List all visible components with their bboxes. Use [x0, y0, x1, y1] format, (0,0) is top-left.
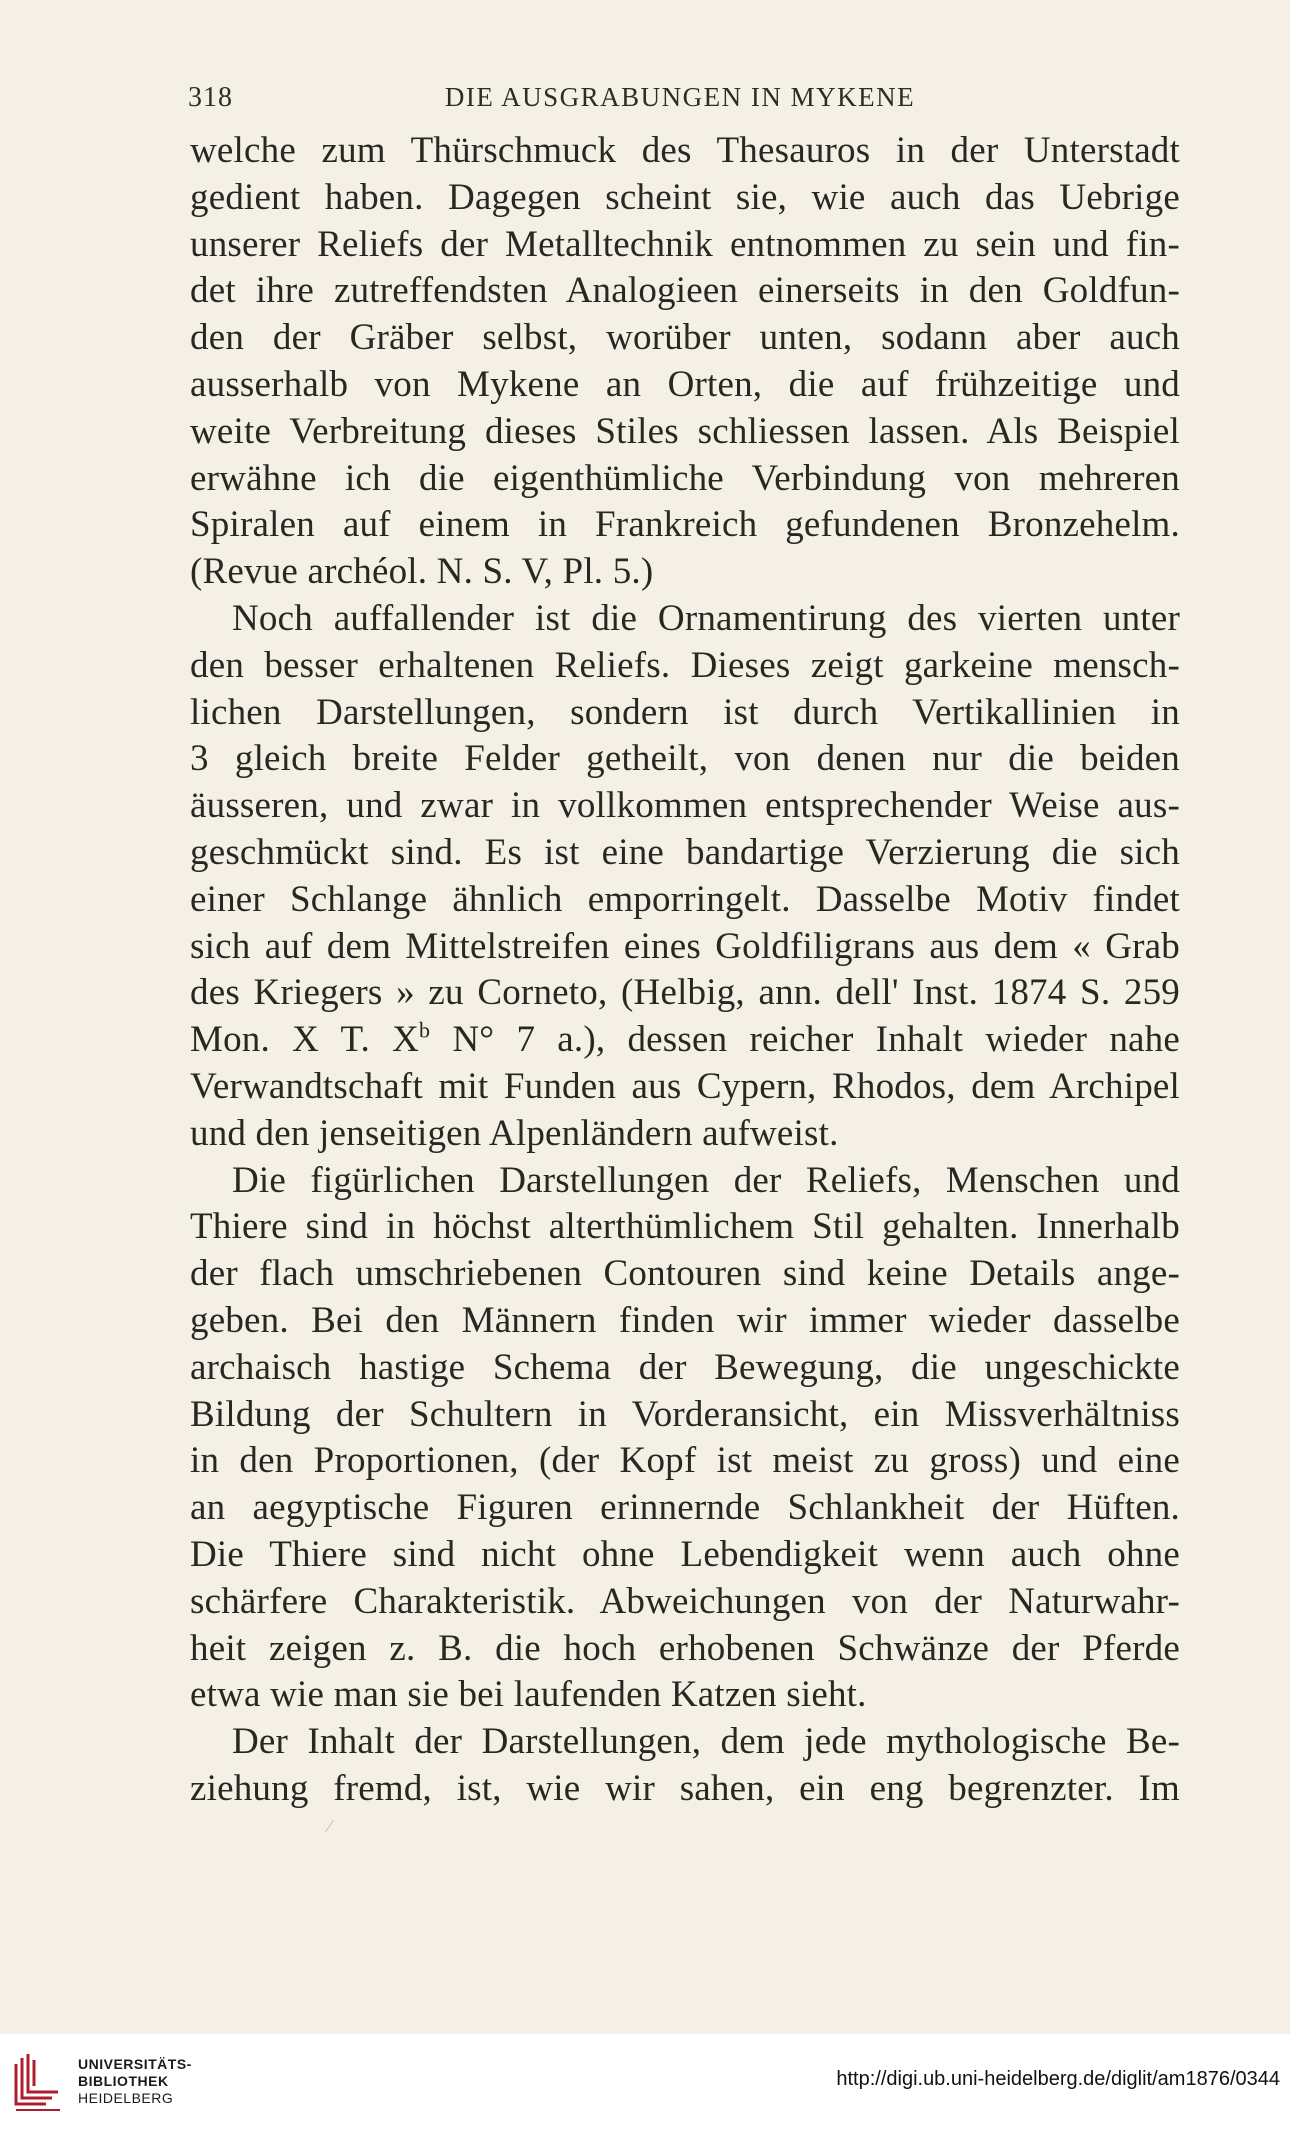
text-line: archaisch hastige Schema der Bewegung, die ungeschickte [190, 1346, 1180, 1388]
text-line: etwa wie man sie bei laufenden Katzen sieht. [190, 1674, 867, 1716]
text-line: welche zum Thürschmuck des Thesauros in der Unterstadt [190, 130, 1180, 171]
text-line: 3 gleich breite Felder getheilt, von denen nur die beiden [190, 738, 1180, 780]
text-line: ausserhalb von Mykene an Orten, die auf frühzeitige und [190, 363, 1180, 405]
text-line: den besser erhaltenen Reliefs. Dieses zeigt garkeine mensch- [190, 644, 1180, 686]
running-head [180, 82, 1180, 122]
text-line: weite Verbreitung dieses Stiles schliessen lassen. Als Beispiel [190, 410, 1180, 452]
text-line: Die Thiere sind nicht ohne Lebendigkeit wenn auch ohne [190, 1533, 1180, 1575]
library-name-line3: HEIDELBERG [78, 2090, 174, 2106]
text-line: Spiralen auf einem in Frankreich gefundenen Bronzehelm. [190, 504, 1180, 546]
text-line-part: Mon. X T. X [190, 1019, 420, 1061]
text-line-part: N° 7 a.), dessen reicher Inhalt wieder nahe [430, 1019, 1180, 1061]
library-name-line1: UNIVERSITÄTS- [78, 2056, 192, 2072]
superscript: b [419, 1017, 431, 1043]
text-line: heit zeigen z. B. die hoch erhobenen Schwänze der Pferde [190, 1627, 1180, 1669]
text-line: det ihre zutreffendsten Analogieen einerseits in den Goldfun- [190, 270, 1180, 312]
body-text [190, 128, 1180, 1813]
text-line: lichen Darstellungen, sondern ist durch Vertikallinien in [190, 691, 1180, 733]
library-name-line2: BIBLIOTHEK [78, 2073, 169, 2089]
text-line: ziehung fremd, ist, wie wir sahen, ein eng begrenzter. Im [190, 1767, 1180, 1809]
text-line: Der Inhalt der Darstellungen, dem jede mythologische Be- [232, 1721, 1180, 1763]
text-line: Bildung der Schultern in Vorderansicht, ein Missverhältniss [190, 1393, 1180, 1435]
text-line: Die figürlichen Darstellungen der Reliefs, Menschen und [232, 1159, 1180, 1201]
text-line: in den Proportionen, (der Kopf ist meist zu gross) und eine [190, 1440, 1180, 1482]
text-line: der flach umschriebenen Contouren sind keine Details ange- [190, 1253, 1180, 1295]
text-line: geschmückt sind. Es ist eine bandartige Verzierung die sich [190, 831, 1180, 873]
text-line: geben. Bei den Männern finden wir immer wieder dasselbe [190, 1299, 1180, 1341]
text-line: und den jenseitigen Alpenländern aufweist. [190, 1112, 839, 1154]
text-line: erwähne ich die eigenthümliche Verbindung von mehreren [190, 457, 1180, 499]
text-line: einer Schlange ähnlich emporringelt. Dasselbe Motiv findet [190, 878, 1180, 920]
viewer-footer [0, 2034, 1290, 2134]
text-line: äusseren, und zwar in vollkommen entsprechender Weise aus- [190, 785, 1180, 827]
text-line: an aegyptische Figuren erinnernde Schlankheit der Hüften. [190, 1487, 1180, 1529]
text-line: (Revue archéol. N. S. V, Pl. 5.) [190, 551, 654, 593]
text-line: den der Gräber selbst, worüber unten, sodann aber auch [190, 317, 1180, 359]
footer-url-link[interactable]: http://digi.ub.uni-heidelberg.de/diglit/am1876/0344 [836, 2068, 1280, 2090]
running-title: DIE AUSGRABUNGEN IN MYKENE [444, 82, 916, 112]
text-line: Verwandtschaft mit Funden aus Cypern, Rhodos, dem Archipel [190, 1065, 1180, 1107]
text-line: des Kriegers » zu Corneto, (Helbig, ann. dell' Inst. 1874 S. 259 [190, 972, 1180, 1014]
text-line: gedient haben. Dagegen scheint sie, wie auch das Uebrige [190, 176, 1180, 218]
text-line: schärfere Charakteristik. Abweichungen von der Naturwahr- [190, 1580, 1180, 1622]
page-number: 318 [188, 82, 233, 113]
pencil-mark [325, 1820, 342, 1838]
text-line [190, 1017, 1180, 1064]
text-line: Noch auffallender ist die Ornamentirung des vierten unter [232, 597, 1180, 639]
text-line: sich auf dem Mittelstreifen eines Goldfiligrans aus dem « Grab [190, 925, 1180, 967]
ub-heidelberg-logo-icon[interactable] [12, 2052, 64, 2114]
text-line: unserer Reliefs der Metalltechnik entnommen zu sein und fin- [190, 223, 1180, 265]
text-line: Thiere sind in höchst alterthümlichem Stil gehalten. Innerhalb [190, 1206, 1180, 1248]
library-name[interactable] [78, 2056, 192, 2107]
